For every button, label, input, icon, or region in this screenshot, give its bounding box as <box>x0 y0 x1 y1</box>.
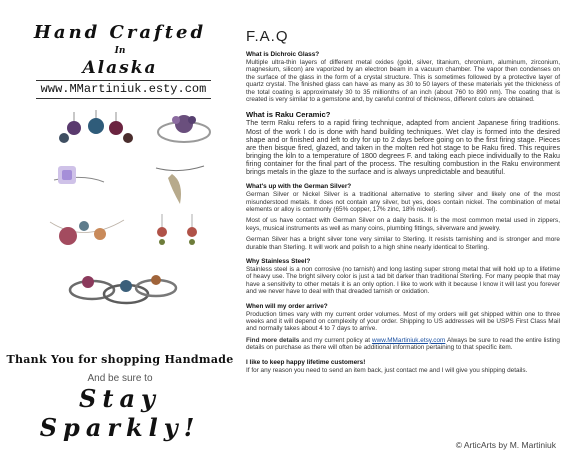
thanks-message: Thank You for shopping Handmade <box>6 353 234 366</box>
raku-pendants-photo <box>50 220 124 245</box>
title-in: In <box>114 46 126 56</box>
jewelry-photos <box>44 104 214 328</box>
cluster-ring-photo <box>158 115 210 142</box>
bead-earrings-photo <box>157 214 197 245</box>
faq-answer: The term Raku refers to a rapid firing technique, adapted from ancient Japanese firing traditions. Most of the work I do is done with hand building techniques. Wet clay is formed into the desired shape and or finished and left to dry for up to 2 days before going on to the first firing stage. Pieces are then bisque fired, glazed, and taken in the molten red hot stage to be Raku fired. This requires bringing the kiln to a temperature of 1800 degrees F. and taking each piece individually to the Raku firing container for the final part of the process. The resulting combustion in the Raku environment brings metals in the glaze to the surface and is always unpredictable and beautiful. <box>246 119 560 176</box>
faq-answer: Production times vary with my current order volumes. Most of my orders will get shipped within one to three weeks and it will depend on complexity of your order. Shipping to US addresses will be USPS First Class Mail and normally takes about 4 to 7 days to arrive. <box>246 310 560 333</box>
policy-tail: Always be sure to read the entire listing details on purchase as there will often be additional information pertaining to that specific item. <box>246 336 560 352</box>
rings-photo <box>70 275 176 303</box>
faq-heading: F.A.Q <box>246 28 289 45</box>
etsy-shop-link[interactable]: www.MMartiniuk.etsy.com <box>371 336 446 344</box>
faq-question: Why Stainless Steel? <box>246 257 311 265</box>
horn-pendant-photo <box>156 166 204 204</box>
faq-answer: German Silver has a bright silver tone very similar to Sterling. It resists tarnishing and is stronger and more durable than Sterling. It will work and polish to a high shine nearly identical to Sterling. <box>246 236 560 251</box>
faq-question: What is Dichroic Glass? <box>246 51 320 58</box>
happy-customers-heading: I like to keep happy lifetime customers! <box>246 358 366 366</box>
dichroic-pendant-photo <box>54 166 104 184</box>
pendant-earrings-photo <box>59 110 133 143</box>
copyright-text: © ArticArts by M. Martiniuk <box>455 440 556 450</box>
stay-sparkly-text: Stay Sparkly! <box>39 384 201 442</box>
faq-answer: Multiple ultra-thin layers of different metal oxides (gold, silver, titanium, chromium, aluminum, zirconium, magnesium, silicon) are vaporized by an electron beam in a vacuum chamber. The vapor then condenses on the surface of the glass in the form of a crystal structure. This is sometimes followed by a protective layer of quartz crystal. The finished glass can have as many as 30 to 50 layers of these materials yet the thickness of the total coating is approximately 30 to 35 millionths of an inch (about 760 to 890 nm). The coating that is created is very similar to a gemstone and, by careful control of thickness, different colors are obtained. <box>246 59 560 104</box>
policy-lead: Find more details <box>246 336 300 344</box>
faq-answer: Most of us have contact with German Silver on a daily basis. It is the most common metal used in zippers, keys, musical instruments as well as many coins, plumbing fittings, silverware and jewelry. <box>246 217 560 232</box>
divider-top <box>36 80 211 81</box>
title-hand-crafted: Hand Crafted <box>33 22 207 43</box>
policy-mid: and my current policy at <box>299 336 372 344</box>
left-panel <box>0 0 240 456</box>
happy-customers-text: If for any reason you need to send an item back, just contact me and I will give you shipping details. <box>246 366 528 374</box>
faq-question: What is Raku Ceramic? <box>246 110 331 120</box>
faq-answer: Stainless steel is a non corrosive (no tarnish) and long lasting super strong metal that will hold up to a lifetime of heavy use. The bright silvery color is just a tad bit darker than traditional Sterling. For many people that may have a sensitivity to other metals it is an only option. I like to work with it because I know it will last you forever and we never have to deal with that dreaded tarnish or oxidation. <box>246 265 560 296</box>
faq-question: What's up with the German Silver? <box>246 183 352 191</box>
website-label: www.MMartiniuk.esty.com <box>40 82 207 96</box>
faq-answer: German Silver or Nickel Silver is a traditional alternative to sterling silver and likely one of the most misunderstood metals. It does not contain any silver, but yes, does contain nickel. The combination of metal elements or alloy is commonly (65% copper, 17% zinc, 18% nickel). <box>246 191 560 213</box>
policy-text <box>246 337 560 352</box>
faq-panel <box>246 28 560 374</box>
be-sure-text: And be sure to <box>87 373 153 384</box>
faq-question: When will my order arrive? <box>246 302 328 310</box>
title-alaska: Alaska <box>82 58 158 78</box>
divider-bottom <box>36 98 211 99</box>
